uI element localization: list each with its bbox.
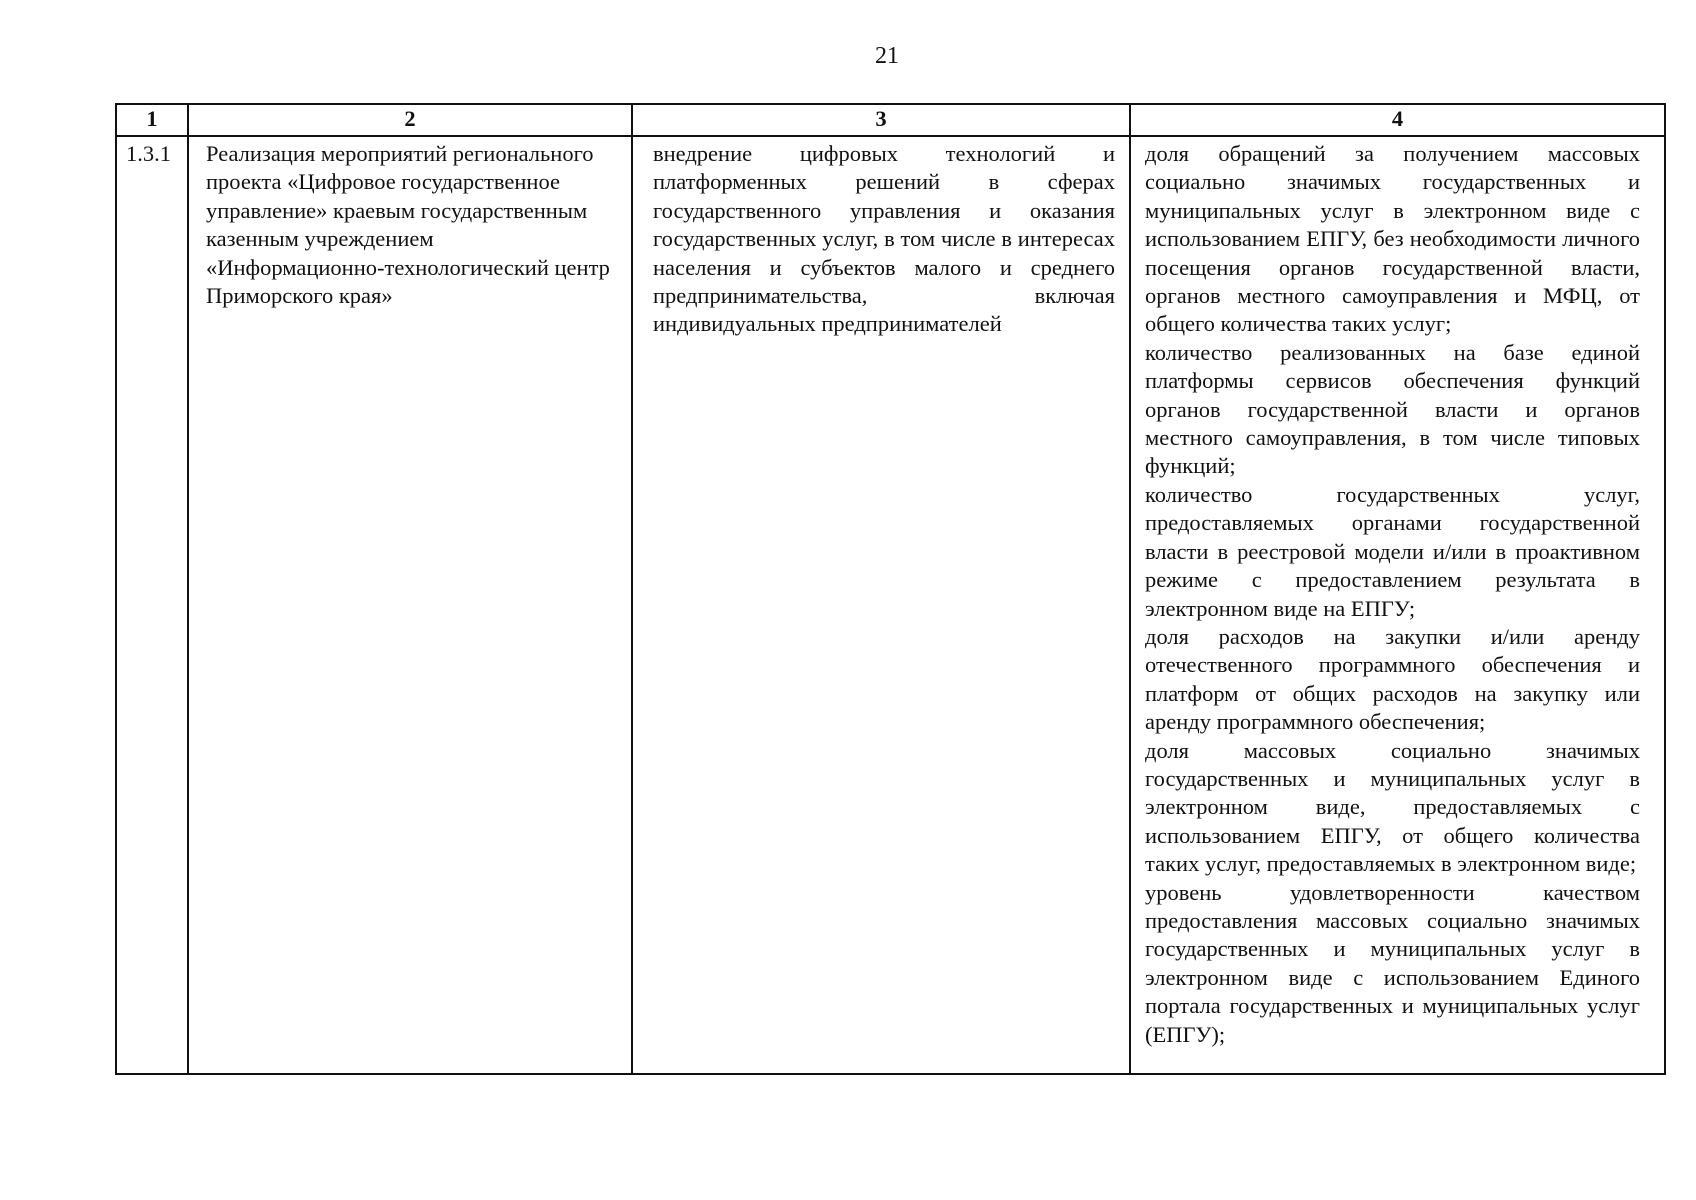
indicators-cell [1130, 136, 1665, 1074]
objective-cell [632, 136, 1130, 1074]
header-cell-3: 3 [632, 104, 1130, 136]
header-cell-2: 2 [188, 104, 632, 136]
indicator-item: доля расходов на закупки и/или аренду отечественного программного обеспечения и платформ от общих расходов на закупку или аренду программного обеспечения; [1145, 623, 1640, 735]
objective-text: внедрение цифровых технологий и платформенных решений в сферах государственного управления и оказания государственных услуг, в том числе в интересах населения и субъектов малого и среднего предпринимательства, включая индивидуальных предпринимателей [653, 141, 1115, 337]
table-header-row [116, 104, 1665, 136]
measure-cell [188, 136, 632, 1074]
indicator-item: количество реализованных на базе единой платформы сервисов обеспечения функций органов государственной власти и органов местного самоуправления, в том числе типовых функций; [1145, 339, 1640, 479]
row-number-cell: 1.3.1 [116, 136, 188, 1074]
header-cell-1: 1 [116, 104, 188, 136]
page-number: 21 [875, 43, 899, 69]
indicator-item: доля обращений за получением массовых социально значимых государственных и муниципальных услуг в электронном виде с использованием ЕПГУ, без необходимости личного посещения органов государственной власти, органов местного самоуправления и МФЦ, от общего количества таких услуг; [1145, 141, 1640, 337]
header-cell-4: 4 [1130, 104, 1665, 136]
indicator-item: количество государственных услуг, предоставляемых органами государственной власти в реестровой модели и/или в проактивном режиме с предоставлением результата в электронном виде на ЕПГУ; [1145, 481, 1640, 621]
measure-text: Реализация мероприятий регионального проекта «Цифровое государственное управление» краевым государственным казенным учреждением «Информационно-технологический центр Приморского края» [206, 141, 610, 309]
indicator-item: уровень удовлетворенности качеством предоставления массовых социально значимых государственных и муниципальных услуг в электронном виде с использованием Единого портала государственных и муниципальных услуг (ЕПГУ); [1145, 879, 1640, 1047]
main-table [115, 103, 1666, 1075]
table-row [116, 136, 1665, 1074]
indicator-item: доля массовых социально значимых государственных и муниципальных услуг в электронном виде, предоставляемых с использованием ЕПГУ, от общего количества таких услуг, предоставляемых в электронном виде; [1145, 737, 1640, 877]
